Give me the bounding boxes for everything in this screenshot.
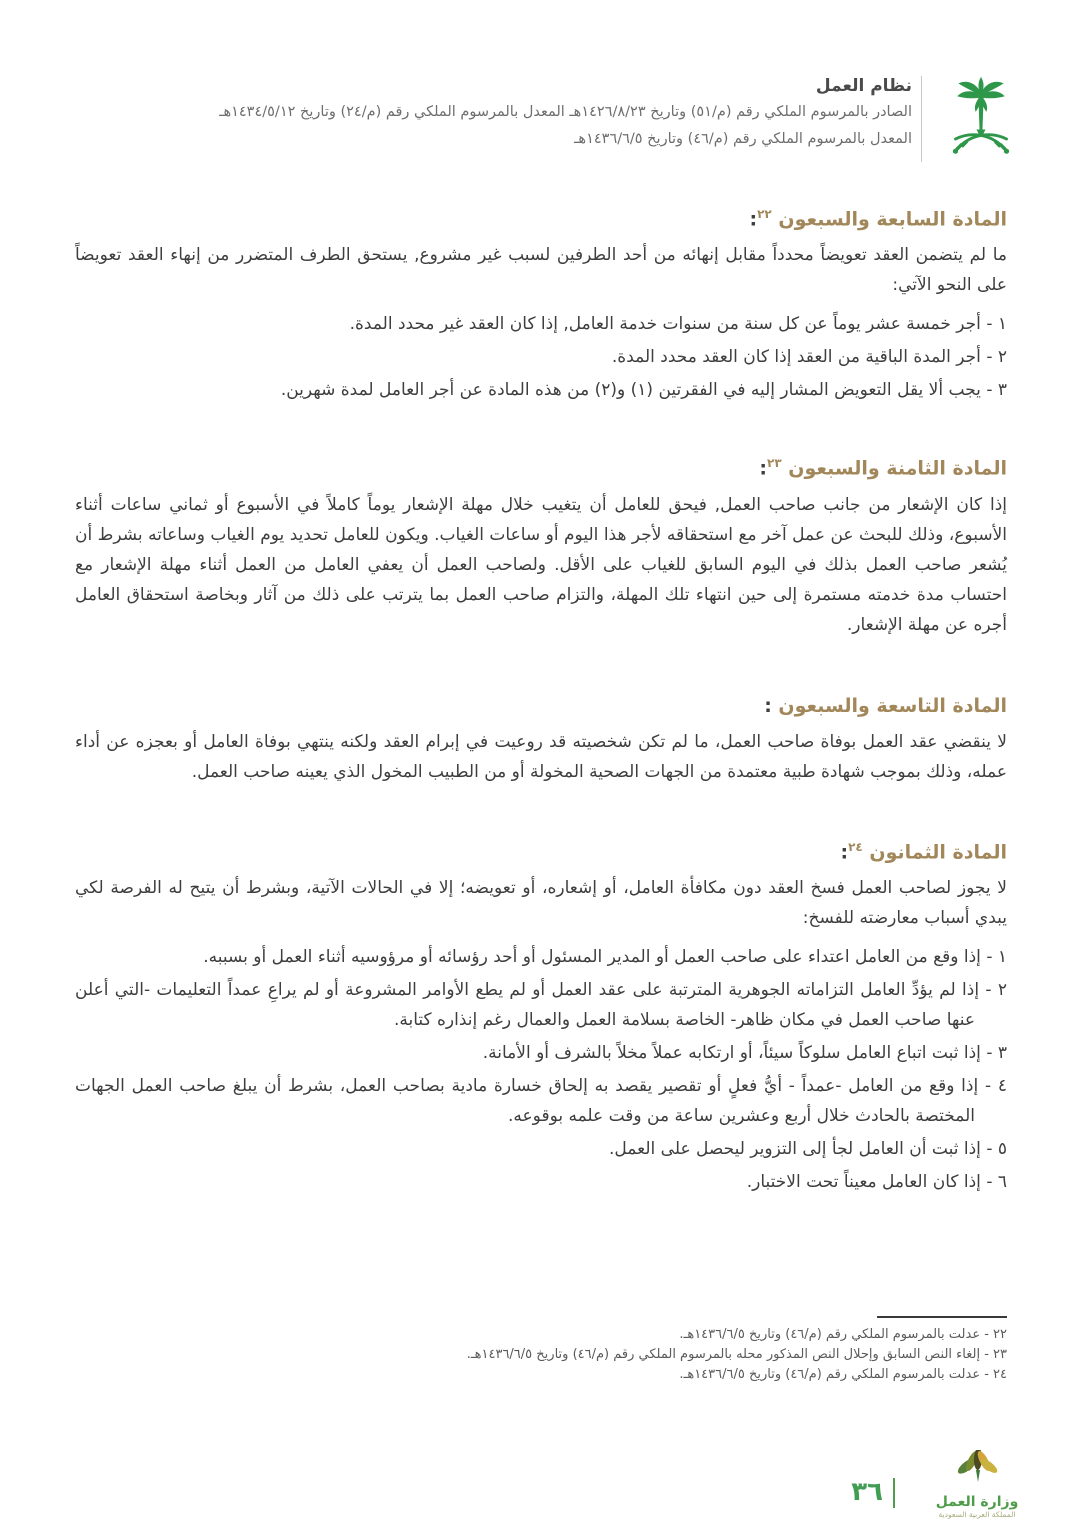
footnote-divider bbox=[877, 1316, 1007, 1318]
article-77 bbox=[75, 200, 1007, 405]
article-title-text: المادة السابعة والسبعون bbox=[778, 208, 1007, 231]
article-80-list bbox=[75, 942, 1007, 1197]
list-item bbox=[75, 1167, 1007, 1197]
item-number: ٣ - bbox=[986, 1042, 1007, 1063]
item-text: إذا لم يؤدِّ العامل التزاماته الجوهرية المترتبة على عقد العمل أو لم يطع الأوامر المشروعة أو لم يراعِ عمداً التعليمات -التي أعلن عنها صاحب العمل في مكان ظاهر- الخاصة بسلامة العمل والعمال رغم إنذاره كتابة. bbox=[75, 979, 980, 1030]
ministry-name: وزارة العمل bbox=[935, 1494, 1019, 1510]
page-number-divider bbox=[893, 1478, 895, 1508]
item-text: أجر خمسة عشر يوماً عن كل سنة من سنوات خدمة العامل, إذا كان العقد غير محدد المدة. bbox=[349, 314, 981, 335]
article-78 bbox=[75, 449, 1007, 639]
document-title: نظام العمل bbox=[815, 76, 912, 96]
article-title-text: المادة الثامنة والسبعون bbox=[788, 457, 1007, 480]
list-item bbox=[75, 309, 1007, 339]
ministry-of-labor-palm-icon bbox=[945, 1450, 1009, 1492]
title-colon: : bbox=[764, 694, 779, 717]
article-78-title bbox=[75, 449, 1007, 482]
article-79-body: لا ينقضي عقد العمل بوفاة صاحب العمل، ما لم تكن شخصيته قد روعيت في إبرام العقد ولكنه ينتهي بوفاة العامل أو بعجزه عن أداء عمله، وذلك بموجب شهادة طبية معتمدة من الجهات الصحية المخولة أو من الطبيب المخول الذي يعينه صاحب العمل. bbox=[75, 731, 1007, 782]
footnotes-section bbox=[75, 1316, 1007, 1385]
item-text: إذا ثبت أن العامل لجأ إلى التزوير ليحصل على العمل. bbox=[609, 1138, 981, 1159]
footnote-ref-23: ٢٣ bbox=[767, 456, 782, 471]
article-79-title bbox=[75, 692, 1007, 720]
footnote-23: ٢٣ - إلغاء النص السابق وإحلال النص المذكور محله بالمرسوم الملكي رقم (م/٤٦) وتاريخ ١٤٣٦/٦/٥هـ. bbox=[466, 1347, 1007, 1362]
item-text: إذا وقع من العامل -عمداً - أيُّ فعلٍ أو تقصير يقصد به إلحاق خسارة مادية بصاحب العمل، بشرط أن يبلغ صاحب العمل الجهات المختصة بالحادث خلال أربع وعشرين ساعة من وقت علمه بوقوعه. bbox=[75, 1075, 979, 1126]
item-number: ١ - bbox=[986, 314, 1007, 335]
item-number: ٤ - bbox=[984, 1075, 1008, 1096]
footnote-ref-22: ٢٢ bbox=[757, 207, 772, 221]
article-title-text: المادة التاسعة والسبعون bbox=[778, 694, 1007, 717]
page-number: ٣٦ bbox=[851, 1477, 883, 1507]
item-text: إذا ثبت اتباع العامل سلوكاً سيئاً، أو ارتكابه عملاً مخلاً بالشرف أو الأمانة. bbox=[482, 1042, 981, 1063]
item-text: يجب ألا يقل التعويض المشار إليه في الفقرتين (١) و(٢) من هذه المادة عن أجر العامل لمدة شهرين. bbox=[280, 380, 981, 401]
article-80-title bbox=[75, 833, 1007, 866]
article-80 bbox=[75, 833, 1007, 1197]
article-title-text: المادة الثمانون bbox=[869, 840, 1007, 863]
item-number: ١ - bbox=[986, 946, 1007, 967]
list-item bbox=[75, 975, 1007, 1035]
title-colon: : bbox=[759, 457, 768, 480]
document-header bbox=[0, 0, 1087, 164]
list-item bbox=[75, 1038, 1007, 1068]
articles-section bbox=[0, 164, 1087, 1197]
item-number: ٦ - bbox=[986, 1171, 1007, 1192]
list-item bbox=[75, 342, 1007, 372]
item-text: إذا كان العامل معيناً تحت الاختبار. bbox=[746, 1171, 981, 1192]
article-80-body: لا يجوز لصاحب العمل فسخ العقد دون مكافأة العامل، أو إشعاره، أو تعويضه؛ إلا في الحالات الآتية، وبشرط أن يتيح له الفرصة لكي يبدي أسباب معارضته للفسخ: bbox=[75, 877, 1007, 928]
item-number: ٢ - bbox=[986, 347, 1007, 368]
article-77-body: ما لم يتضمن العقد تعويضاً محدداً مقابل إنهائه من أحد الطرفين لسبب غير مشروع, يستحق الطرف المتضرر من إنهاء العقد تعويضاً على النحو الآتي: bbox=[75, 245, 1007, 296]
footnote-ref-24: ٢٤ bbox=[848, 839, 863, 854]
item-text: أجر المدة الباقية من العقد إذا كان العقد محدد المدة. bbox=[611, 347, 981, 368]
royal-decree-line-1: الصادر بالمرسوم الملكي رقم (م/٥١) وتاريخ ١٤٢٦/٨/٢٣هـ المعدل بالمرسوم الملكي رقم (م/٢٤) وتاريخ ١٤٣٤/٥/١٢هـ bbox=[219, 104, 912, 120]
item-number: ٣ - bbox=[986, 380, 1007, 401]
item-number: ٥ - bbox=[986, 1138, 1007, 1159]
title-colon: : bbox=[840, 840, 849, 863]
list-item bbox=[75, 375, 1007, 405]
article-78-body: إذا كان الإشعار من جانب صاحب العمل, فيحق للعامل أن يتغيب خلال مهلة الإشعار يوماً كاملاً في الأسبوع أو ثماني ساعات أثناء الأسبوع، وذلك للبحث عن عمل آخر مع استحقاقه لأجر هذا اليوم أو ساعات الغياب. ويكون للعامل تحديد يوم الغياب وساعاته بشرط أن يُشعر صاحب العمل بذلك في اليوم السابق للغياب على الأقل. ولصاحب العمل أن يعفي العامل من العمل أثناء مهلة الإشعار مع احتساب مدة خدمته مستمرة إلى حين انتهاء تلك المهلة، والتزام صاحب العمل بما يترتب على ذلك من آثار وبخاصة استحقاق العامل أجره عن مهلة الإشعار. bbox=[75, 494, 1007, 635]
article-77-list bbox=[75, 309, 1007, 405]
list-item bbox=[75, 942, 1007, 972]
royal-decree-line-2: المعدل بالمرسوم الملكي رقم (م/٤٦) وتاريخ ١٤٣٦/٦/٥هـ bbox=[574, 131, 912, 147]
page-footer bbox=[851, 1450, 1037, 1520]
item-number: ٢ - bbox=[985, 979, 1007, 1000]
ministry-of-labor-logo bbox=[917, 1450, 1037, 1520]
footnote-22: ٢٢ - عدلت بالمرسوم الملكي رقم (م/٤٦) وتاريخ ١٤٣٦/٦/٥هـ. bbox=[679, 1327, 1007, 1342]
article-77-title bbox=[75, 200, 1007, 233]
header-text-block bbox=[75, 74, 912, 153]
list-item bbox=[75, 1134, 1007, 1164]
article-79 bbox=[75, 692, 1007, 787]
footnote-24: ٢٤ - عدلت بالمرسوم الملكي رقم (م/٤٦) وتاريخ ١٤٣٦/٦/٥هـ. bbox=[679, 1367, 1007, 1382]
title-colon: : bbox=[749, 208, 758, 231]
ministry-subtitle: المملكة العربية السعودية bbox=[938, 1510, 1016, 1519]
saudi-palm-and-swords-emblem-icon bbox=[952, 74, 1010, 164]
header-divider bbox=[921, 76, 922, 162]
item-text: إذا وقع من العامل اعتداء على صاحب العمل أو المدير المسئول أو أحد رؤسائه أو مرؤوسيه أثناء العمل أو بسببه. bbox=[203, 946, 981, 967]
list-item bbox=[75, 1071, 1007, 1131]
